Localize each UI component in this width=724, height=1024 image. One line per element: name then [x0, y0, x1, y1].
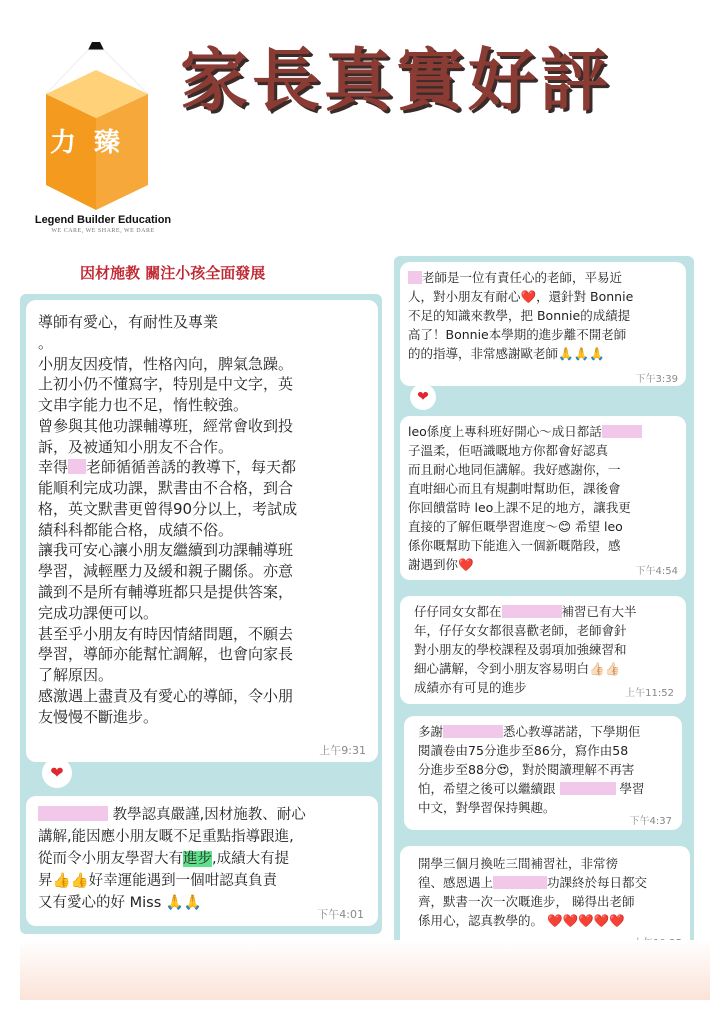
review-text-line: 又有愛心的好 Miss 🙏🙏: [38, 895, 202, 911]
timestamp: 上午9:31: [319, 744, 366, 757]
timestamp: 下午4:01: [317, 908, 364, 921]
logo: [40, 40, 170, 240]
bottom-fade: [20, 940, 710, 1000]
redacted-name: [68, 459, 86, 474]
highlighted-text: 進步: [183, 851, 212, 867]
redacted-name: [408, 271, 422, 284]
review-text-line: 開學三個月換咗三間補習社，非常徬: [418, 856, 619, 871]
logo-text: 力臻: [50, 128, 139, 158]
timestamp: 下午4:54: [635, 566, 678, 577]
redacted-name: [560, 782, 616, 795]
review-text-line: 幸得 老師循循善誘的教導下，每天都: [38, 458, 297, 476]
review-text-line: 講解,能因應小朋友嘅不足重點指導跟進,: [38, 829, 294, 845]
review-text-line: 中文，對學習保持興趣。: [418, 800, 556, 815]
review-text-line: 從而令小朋友學習大有進步,成績大有提: [38, 851, 290, 867]
redacted-name: [38, 806, 108, 821]
brand-tagline: WE CARE, WE SHARE, WE DARE: [51, 228, 155, 234]
review-text-line: 徨、感恩遇上 功課終於每日都交: [418, 875, 648, 890]
review-text: 導師有愛心，有耐性及專業 。 小朋友因疫情，性格內向，脾氣急躁。 上初小仍不懂寫字，特別是中文字，英 文串字能力也不足，惰性較強。 曾參與其他功課輔導班，經常會收到投 訴，及被通知小朋友不合作。: [38, 313, 294, 456]
timestamp: 上午11:52: [625, 688, 674, 699]
heart-reaction-icon: ❤: [410, 384, 436, 410]
review-text-line: 老師是一位有責任心的老師，平易近: [408, 268, 633, 287]
review-text-line: 多謝 悉心教導諾諾，下學期佢: [418, 724, 641, 739]
review-card-6: 多謝 悉心教導諾諾，下學期佢 閱讀卷由75分進步至86分，寫作由58 分進步至88分😍，對於閱讀理解不再害 怕，希望之後可以繼續跟 學習 中文，對學習保持興趣。 下午4:37: [404, 716, 682, 830]
review-text-line: 昇👍👍好幸運能遇到一個咁認真負責: [38, 873, 278, 889]
review-text: 齊，默書一次一次嘅進步， 睇得出老師 係用心，認真教學的。 ❤️❤️❤️❤️❤️: [418, 894, 635, 928]
redacted-name: [493, 876, 547, 889]
review-card-3: [400, 262, 686, 386]
review-text-line: 仔仔同女女都在 補習已有大半: [414, 604, 637, 619]
heart-reaction-icon: ❤: [42, 758, 72, 788]
review-text: 能順利完成功課，默書由不合格，到合 格，英文默書更曾得90分以上，考試成 績科科都能合格，成績不俗。 讓我可安心讓小朋友繼續到功課輔導班 學習，減輕壓力及緩和親子關係。亦意 識到不是所有輔導班都只是提供答案， 完成功課便可以。 甚至乎小朋友有時因情緒問題，不願去 學習，導師亦能幫忙調解，也會向家長 了解原因。 感激遇上盡責及有愛心的導師，令小朋 友慢慢不斷進步。: [38, 479, 298, 726]
redacted-name: [602, 425, 642, 438]
timestamp: 下午4:37: [629, 816, 672, 827]
review-card-2: [26, 796, 378, 926]
review-card-1: [26, 300, 378, 762]
review-text-line: leo係度上專科班好開心～成日都話: [408, 422, 642, 441]
review-text: 年，仔仔女女都很喜歡老師，老師會針 對小朋友的學校課程及弱項加強練習和 細心講解，令到小朋友容易明白👍🏻👍🏻 成績亦有可見的進步: [414, 623, 627, 695]
review-text-line: 教學認真嚴謹,因材施教、耐心: [38, 804, 306, 826]
review-card-5: [400, 596, 686, 704]
redacted-name: [443, 725, 503, 738]
page-title: 家長真實好評: [180, 42, 613, 121]
page-subtitle: 因材施教 關注小孩全面發展: [80, 264, 266, 282]
review-card-7: [400, 846, 690, 950]
review-card-4: [400, 416, 686, 580]
review-text: 人，對小朋友有耐心❤️，還針對 Bonnie 不足的知識來教學，把 Bonnie的成績提 高了！Bonnie本學期的進步離不開老師 的的指導，非常感謝歐老師🙏🙏🙏: [408, 289, 634, 361]
timestamp: 下午3:39: [635, 374, 678, 385]
review-text: 子溫柔，佢唔識嘅地方你都會好認真 而且耐心地同佢講解。我好感謝你，一 直咁細心而且有規劃咁幫助佢，課後會 你回饋當時 leo上課不足的地方，讓我更 直接的了解佢嘅學習進度～😊 希望 leo 係你嘅幫助下能進入一個新嘅階段，感 謝遇到你❤️: [408, 443, 631, 572]
brand-name: Legend Builder Education: [34, 214, 172, 226]
redacted-name: [502, 605, 562, 618]
review-text: 閱讀卷由75分進步至86分，寫作由58 分進步至88分😍，對於閱讀理解不再害 怕，希望之後可以繼續跟: [418, 743, 635, 796]
